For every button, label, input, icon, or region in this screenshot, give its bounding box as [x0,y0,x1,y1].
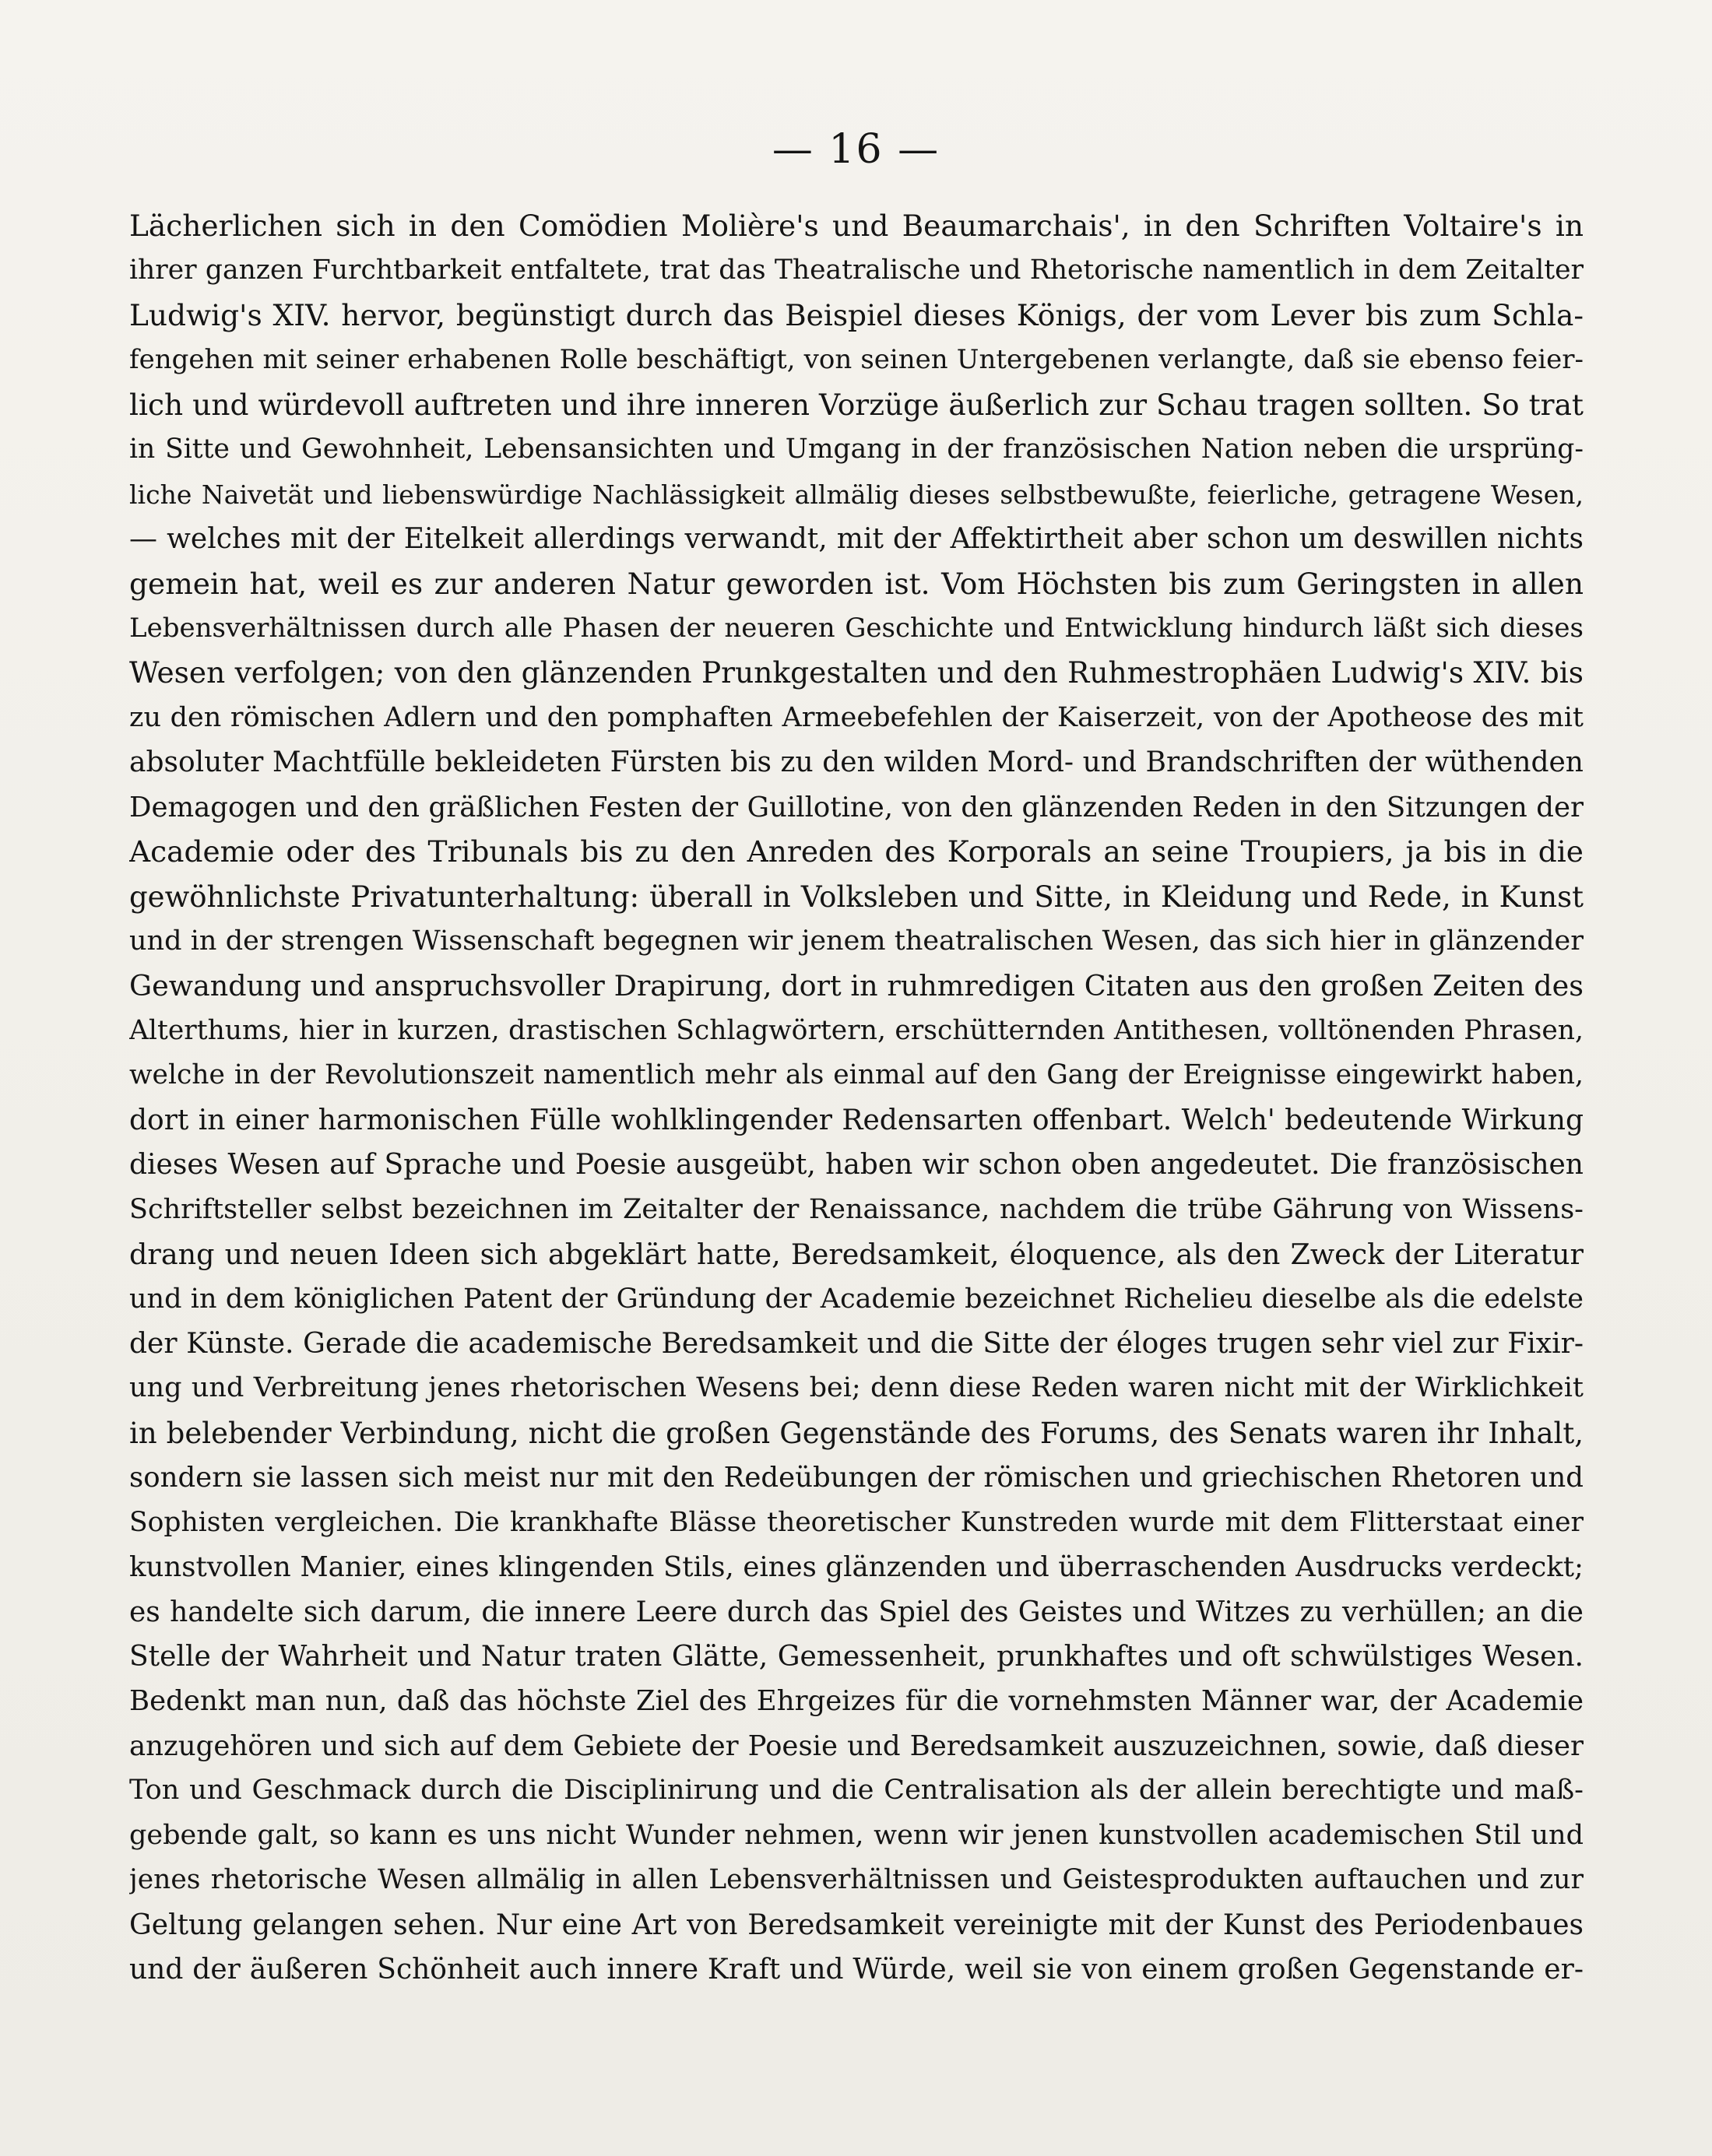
text-line: Demagogen und den gräßlichen Festen der Guillotine, von den glänzenden Reden in den Sitzungen der [129,791,1584,823]
text-line: Gewandung und anspruchsvoller Drapirung, dort in ruhmredigen Citaten aus den großen Zeiten des [129,969,1584,1003]
text-line: der Künste. Gerade die academische Beredsamkeit und die Sitte der éloges trugen sehr viel zur Fixir- [129,1327,1584,1360]
text-line: Sophisten vergleichen. Die krankhafte Blässe theoretischer Kunstreden wurde mit dem Flitterstaat einer [129,1506,1584,1538]
text-line: Alterthums, hier in kurzen, drastischen Schlagwörtern, erschütternden Antithesen, volltönenden Phrasen, [129,1014,1584,1046]
text-line: es handelte sich darum, die innere Leere durch das Spiel des Geistes und Witzes zu verhüllen; an die [129,1596,1584,1628]
text-line: welche in der Revolutionszeit namentlich mehr als einmal auf den Gang der Ereignisse eingewirkt haben, [129,1059,1584,1091]
text-line: und in dem königlichen Patent der Gründung der Academie bezeichnet Richelieu dieselbe als die edelste [129,1283,1584,1315]
text-line: gemein hat, weil es zur anderen Natur geworden ist. Vom Höchsten bis zum Geringsten in allen [129,566,1584,601]
text-line: Lächerlichen sich in den Comödien Molière's und Beaumarchais', in den Schriften Voltaire's in [129,209,1584,243]
text-line: Lebensverhältnissen durch alle Phasen der neueren Geschichte und Entwicklung hindurch läßt sich dieses [129,612,1584,644]
text-line: zu den römischen Adlern und den pomphaften Armeebefehlen der Kaiserzeit, von der Apotheose des mit [129,701,1584,733]
text-line: jenes rhetorische Wesen allmälig in allen Lebensverhältnissen und Geistesprodukten auftauchen und zur [129,1864,1584,1896]
text-line: liche Naivetät und liebenswürdige Nachlässigkeit allmälig dieses selbstbewußte, feierliche, getragene Wesen, [129,479,1584,510]
text-line: Academie oder des Tribunals bis zu den Anreden des Korporals an seine Troupiers, ja bis in die [129,834,1584,869]
text-line: Bedenkt man nun, daß das höchste Ziel des Ehrgeizes für die vornehmsten Männer war, der Academie [129,1685,1584,1718]
text-line: — welches mit der Eitelkeit allerdings verwandt, mit der Affektirtheit aber schon um deswillen nichts [129,523,1584,556]
text-line: dort in einer harmonischen Fülle wohlklingender Redensarten offenbart. Welch' bedeutende Wirkung [129,1104,1584,1136]
text-line: absoluter Machtfülle bekleideten Fürsten bis zu den wilden Mord- und Brandschriften der wüthenden [129,746,1584,779]
text-line: ihrer ganzen Furchtbarkeit entfaltete, trat das Theatralische und Rhetorische namentlich in dem Zeitalter [129,255,1584,286]
text-line: Stelle der Wahrheit und Natur traten Glätte, Gemessenheit, prunkhaftes und oft schwülstiges Wesen. [129,1641,1584,1673]
text-line: dieses Wesen auf Sprache und Poesie ausgeübt, haben wir schon oben angedeutet. Die französischen [129,1149,1584,1182]
text-line: Geltung gelangen sehen. Nur eine Art von Beredsamkeit vereinigte mit der Kunst des Periodenbaues [129,1908,1584,1941]
text-line: Wesen verfolgen; von den glänzenden Prunkgestalten und den Ruhmestrophäen Ludwig's XIV. bis [129,655,1584,690]
text-line: ung und Verbreitung jenes rhetorischen Wesens bei; denn diese Reden waren nicht mit der Wirklichkeit [129,1372,1584,1404]
text-line: in Sitte und Gewohnheit, Lebensansichten und Umgang in der französischen Nation neben die ursprüng- [129,434,1584,465]
text-line: drang und neuen Ideen sich abgeklärt hatte, Beredsamkeit, éloquence, als den Zweck der Literatur [129,1238,1584,1272]
text-line: Schriftsteller selbst bezeichnen im Zeitalter der Renaissance, nachdem die trübe Gährung von Wissens- [129,1193,1584,1225]
text-line: Ton und Geschmack durch die Disciplinirung und die Centralisation als der allein berechtigte und maß- [129,1775,1584,1807]
text-line: und in der strengen Wissenschaft begegnen wir jenem theatralischen Wesen, das sich hier in glänzender [129,925,1584,957]
text-line: in belebender Verbindung, nicht die großen Gegenstände des Forums, des Senats waren ihr Inhalt, [129,1416,1584,1450]
text-line: und der äußeren Schönheit auch innere Kraft und Würde, weil sie von einem großen Gegenstande er- [129,1954,1584,1986]
body-text [129,204,1584,1993]
text-line: kunstvollen Manier, eines klingenden Stils, eines glänzenden und überraschenden Ausdrucks verdeckt; [129,1551,1584,1584]
text-line: gebende galt, so kann es uns nicht Wunder nehmen, wenn wir jenen kunstvollen academischen Stil und [129,1819,1584,1851]
text-line: Ludwig's XIV. hervor, begünstigt durch das Beispiel dieses Königs, der vom Lever bis zum Schla- [129,297,1584,332]
page-number: — 16 — [772,126,940,173]
text-line: fengehen mit seiner erhabenen Rolle beschäftigt, von seinen Untergebenen verlangte, daß sie ebenso feier- [129,344,1584,376]
text-line: gewöhnlichste Privatunterhaltung: überall in Volksleben und Sitte, in Kleidung und Rede, in Kunst [129,880,1584,914]
text-line: anzugehören und sich auf dem Gebiete der Poesie und Beredsamkeit auszuzeichnen, sowie, daß dieser [129,1729,1584,1762]
text-line: sondern sie lassen sich meist nur mit den Redeübungen der römischen und griechischen Rhetoren und [129,1462,1584,1494]
text-line: lich und würdevoll auftreten und ihre inneren Vorzüge äußerlich zur Schau tragen sollten. So trat [129,387,1584,422]
